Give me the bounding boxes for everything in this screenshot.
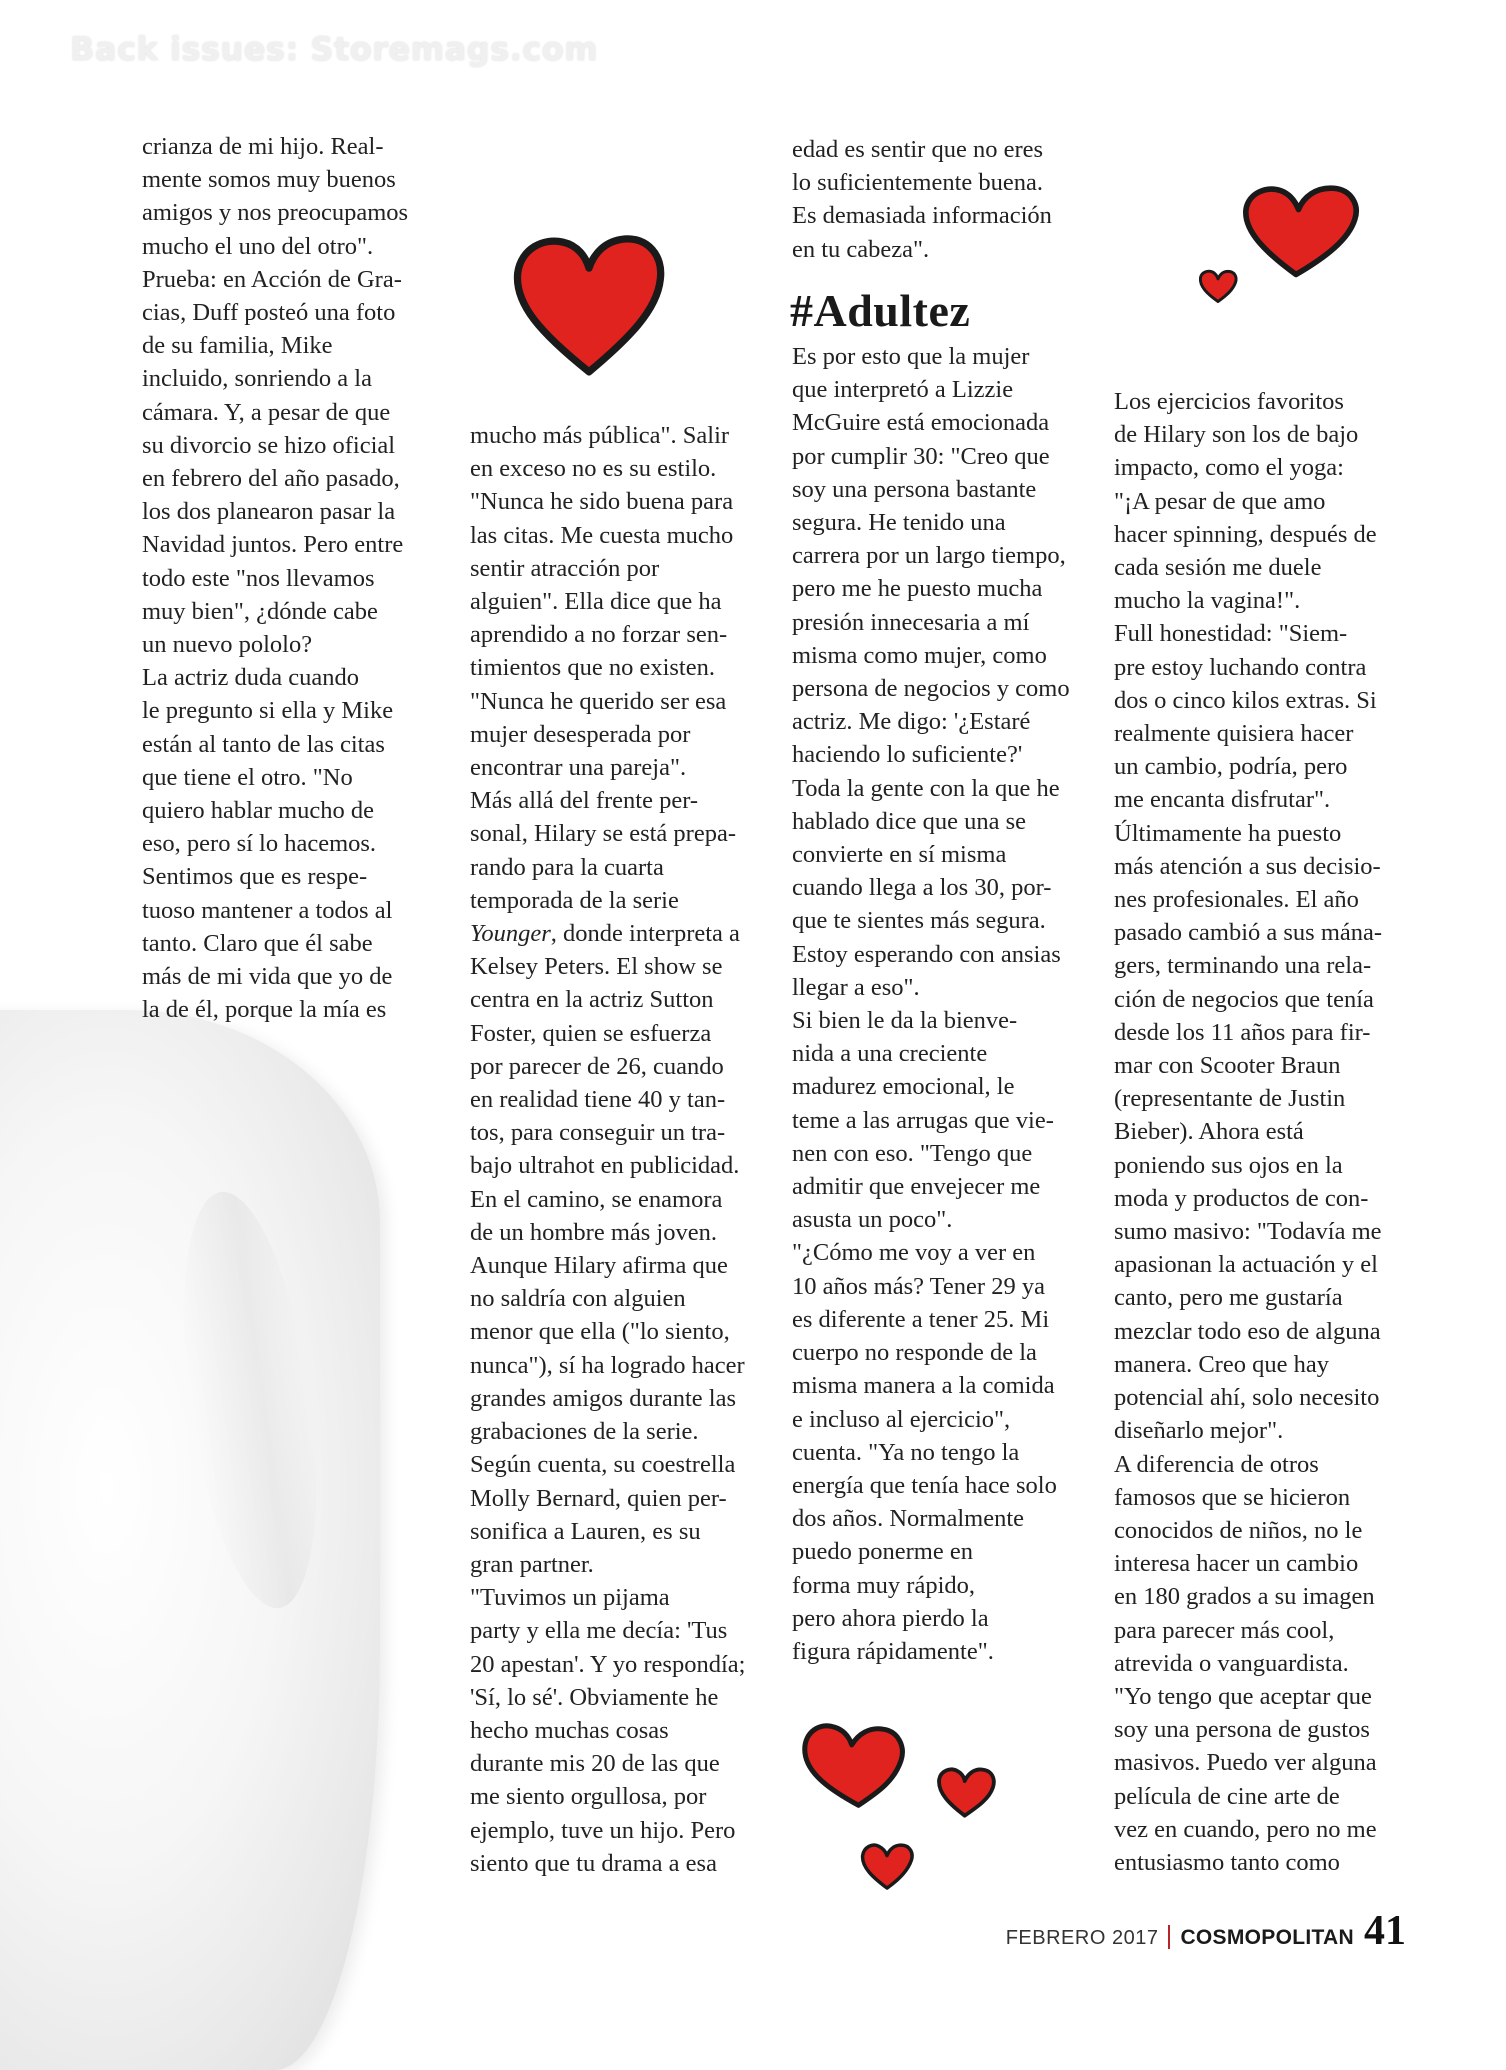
heart-icon <box>858 1840 916 1892</box>
page-footer <box>1005 1908 1406 1954</box>
magazine-name: COSMOPOLITAN <box>1180 1926 1354 1949</box>
body-column-2 <box>470 419 770 1880</box>
issue-date: FEBRERO 2017 <box>1005 1927 1159 1949</box>
body-column-1: crianza de mi hijo. Real- mente somos muy buenos amigos y nos preocupamos mucho el uno del otro". Prueba: en Acción de Gra- cias, Duff posteó una foto de su familia, Mike incluido, sonriendo a la cámara. Y, a pesar de que su divorcio se hizo oficial en febrero del año pasado, los dos planearon pasar la Navidad juntos. Pero entre todo este "nos llevamos muy bien", ¿dónde cabe un nuevo pololo? La actriz duda cuando le pregunto si ella y Mike están al tanto de las citas que tiene el otro. "No quiero hablar mucho de eso, pero sí lo hacemos. Sentimos que es respe- tuoso mantener a todos al tanto. Claro que él sabe más de mi vida que yo de la de él, porque la mía es <box>142 133 409 1024</box>
heart-icon <box>934 1764 998 1820</box>
heart-icon <box>1236 182 1366 282</box>
body-column-4: Los ejercicios favoritos de Hilary son los de bajo impacto, como el yoga: "¡A pesar de que amo hacer spinning, después de cada sesión me duele mucho la vagina!". Full honestidad: "Siem- pre estoy luchando contra dos o cinco kilos extras. Si realmente quisiera hacer un cambio, podría, pero me encanta disfrutar". Últimamente ha puesto más atención a sus decisio- nes profesionales. El año pasado cambió a sus mána- gers, terminando una rela- ción de negocios que tenía desde los 11 años para fir- mar con Scooter Braun (representante de Justin Bieber). Ahora está poniendo sus ojos en la moda y productos de con- sumo masivo: "Todavía me apasionan la actuación y el canto, pero me gustaría mezclar todo eso de alguna manera. Creo que hay potencial ahí, solo necesito diseñarlo mejor". A diferencia de otros famosos que se hicieron conocidos de niños, no le interesa hacer un cambio en 180 grados a su imagen para parecer más cool, atrevida o vanguardista. "Yo tengo que aceptar que soy una persona de gustos masivos. Puedo ver alguna película de cine arte de vez en cuando, pero no me entusiasmo tanto como <box>1114 388 1383 1876</box>
body-column-3-top: edad es sentir que no eres lo suficientemente buena. Es demasiada información en tu cabeza". <box>792 136 1052 263</box>
heart-icon <box>508 232 670 382</box>
watermark: Back issues: Storemags.com <box>70 30 599 68</box>
footer-divider <box>1168 1925 1170 1949</box>
body-column-3: Es por esto que la mujer que interpretó a Lizzie McGuire está emocionada por cumplir 30: "Creo que soy una persona bastante segura. He tenido una carrera por un largo tiempo, pero me he puesto mucha presión innecesaria a mí misma como mujer, como persona de negocios y como actriz. Me digo: '¿Estaré haciendo lo suficiente?' Toda la gente con la que he hablado dice que una se convierte en sí misma cuando llega a los 30, por- que te sientes más segura. Estoy esperando con ansias llegar a eso". Si bien le da la bienve- nida a una creciente madurez emocional, le teme a las arrugas que vie- nen con eso. "Tengo que admitir que envejecer me asusta un poco". "¿Cómo me voy a ver en 10 años más? Tener 29 ya es diferente a tener 25. Mi cuerpo no responde de la misma manera a la comida e incluso al ejercicio", cuenta. "Ya no tengo la energía que tenía hace solo dos años. Normalmente puedo ponerme en forma muy rápido, pero ahora pierdo la figura rápidamente". <box>792 343 1070 1665</box>
section-heading: #Adultez <box>790 285 971 336</box>
page-number: 41 <box>1364 1908 1406 1954</box>
body-text: , donde interpreta a Kelsey Peters. El show se centra en la actriz Sutton Foster, quien se esfuerza por parecer de 26, cuando en realidad tiene 40 y tan- tos, para conseguir un tra- bajo ultrahot en publicidad. En el camino, se enamora de un hombre más joven. Aunque Hilary afirma que no saldría con alguien menor que ella ("lo siento, nunca"), sí ha logrado hacer grandes amigos durante las grabaciones de la serie. Según cuenta, su coestrella Molly Bernard, quien per- sonifica a Lauren, es su gran partner. "Tuvimos un pijama party y ella me decía: 'Tus 20 apestan'. Y yo respondía; 'Sí, lo sé'. Obviamente he hecho muchas cosas durante mis 20 de las que me siento orgullosa, por ejemplo, tuve un hijo. Pero siento que tu drama a esa <box>470 920 746 1877</box>
heart-icon <box>1197 268 1239 304</box>
body-text: mucho más pública". Salir en exceso no es su estilo. "Nunca he sido buena para las citas. Me cuesta mucho sentir atracción por alguien". Ella dice que ha aprendido a no forzar sen- timientos que no existen. "Nunca he querido ser esa mujer desesperada por encontrar una pareja". Más allá del frente per- sonal, Hilary se está prepa- rando para la cuarta temporada de la serie <box>470 422 736 914</box>
heart-icon <box>798 1718 910 1812</box>
show-title: Younger <box>470 920 551 948</box>
pillow-image <box>0 1010 380 2070</box>
